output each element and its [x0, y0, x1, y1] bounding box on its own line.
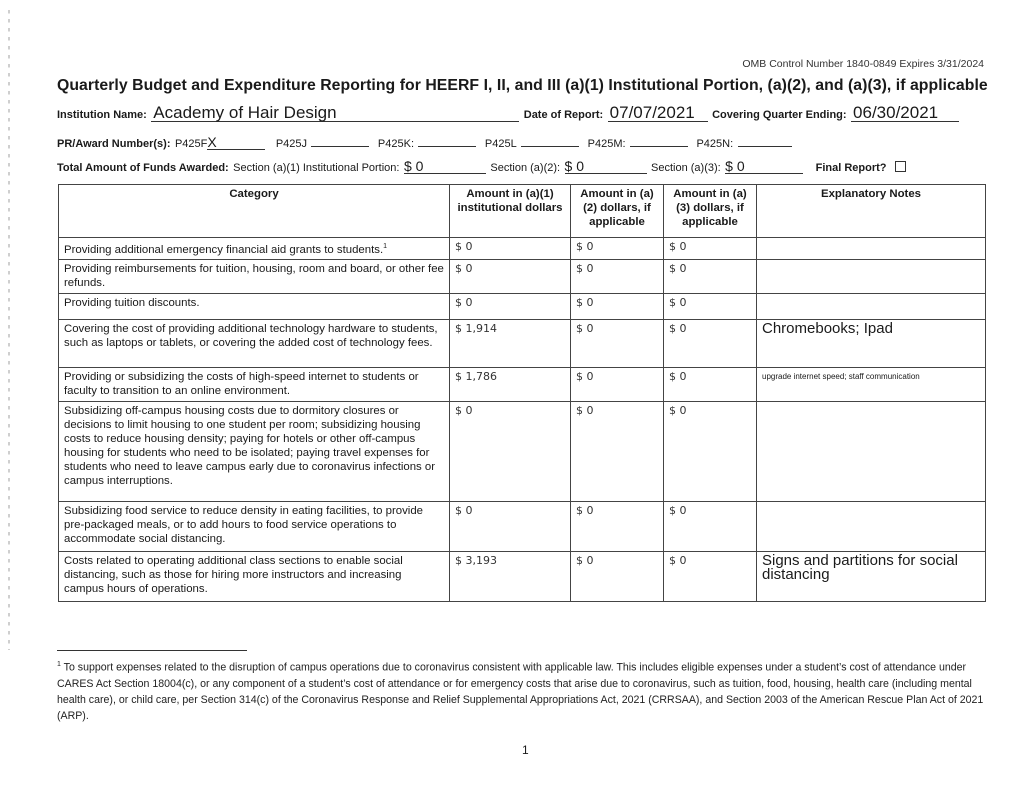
- amount-a1-cell[interactable]: $ 0: [450, 294, 571, 320]
- notes-cell[interactable]: Signs and partitions for social distancing: [757, 552, 986, 602]
- award-numbers-label: PR/Award Number(s):: [57, 138, 171, 150]
- date-of-report-field[interactable]: 07/07/2021: [608, 104, 708, 122]
- date-of-report-label: Date of Report:: [523, 109, 604, 121]
- notes-cell[interactable]: [757, 294, 986, 320]
- amount-a3-cell[interactable]: $ 0: [664, 238, 757, 260]
- notes-cell[interactable]: [757, 260, 986, 294]
- covering-quarter-label: Covering Quarter Ending:: [712, 109, 847, 121]
- amount-a3-cell[interactable]: $ 0: [664, 402, 757, 502]
- header-explanatory-notes: Explanatory Notes: [757, 185, 986, 238]
- award-code-p425l: P425L: [484, 138, 517, 150]
- expenditure-table: [58, 184, 986, 602]
- footnote: [57, 657, 987, 724]
- amount-a3-cell[interactable]: $ 0: [664, 368, 757, 402]
- section-a2-field[interactable]: $ 0: [565, 159, 647, 174]
- amount-a1-cell[interactable]: $ 0: [450, 502, 571, 552]
- notes-cell[interactable]: [757, 238, 986, 260]
- table-header-row: [59, 185, 986, 238]
- section-a3-field[interactable]: $ 0: [725, 159, 803, 174]
- section-a2-label: Section (a)(2):: [490, 162, 561, 174]
- page-number: 1: [522, 743, 529, 757]
- award-code-p425f: P425F: [174, 138, 208, 150]
- table-row: [59, 294, 986, 320]
- header-amount-a1: Amount in (a)(1) institutional dollars: [450, 185, 571, 238]
- final-report-label: Final Report?: [815, 162, 887, 174]
- award-field-p425l[interactable]: [521, 146, 579, 147]
- section-a1-label: Section (a)(1) Institutional Portion:: [233, 162, 400, 174]
- award-code-p425j: P425J: [275, 138, 308, 150]
- table-row: [59, 552, 986, 602]
- header-amount-a2: Amount in (a)(2) dollars, if applicable: [571, 185, 664, 238]
- notes-cell[interactable]: [757, 502, 986, 552]
- amount-a2-cell[interactable]: $ 0: [571, 502, 664, 552]
- section-a1-field[interactable]: $ 0: [404, 159, 486, 174]
- amount-a2-cell[interactable]: $ 0: [571, 260, 664, 294]
- final-report-checkbox[interactable]: [895, 161, 906, 172]
- amount-a3-cell[interactable]: $ 0: [664, 260, 757, 294]
- footnote-marker: 1: [57, 661, 61, 668]
- award-field-p425m[interactable]: [630, 146, 688, 147]
- category-cell: Providing additional emergency financial aid grants to students.$^1$: [59, 238, 450, 260]
- amount-a1-cell[interactable]: $ 0: [450, 238, 571, 260]
- award-code-p425k: P425K:: [377, 138, 415, 150]
- amount-a3-cell[interactable]: $ 0: [664, 502, 757, 552]
- amount-a1-cell[interactable]: $ 0: [450, 260, 571, 294]
- award-field-p425k[interactable]: [418, 146, 476, 147]
- scan-margin-artifact: [8, 10, 10, 650]
- amount-a3-cell[interactable]: $ 0: [664, 320, 757, 368]
- award-field-p425n[interactable]: [738, 146, 792, 147]
- amount-a2-cell[interactable]: $ 0: [571, 552, 664, 602]
- category-cell: Costs related to operating additional class sections to enable social distancing, such as those for hiring more instructors and increasing campus hours of operations.: [59, 552, 450, 602]
- table-row: [59, 502, 986, 552]
- section-a3-label: Section (a)(3):: [651, 162, 721, 174]
- award-numbers-line: [57, 134, 792, 152]
- table-row: [59, 260, 986, 294]
- category-cell: Subsidizing off-campus housing costs due to dormitory closures or decisions to limit housing to one student per room; subsidizing housing costs to reduce housing density; paying for hotels or other off-campus housing for students who need to be isolated; paying travel expenses for students who need to leave campus early due to coronavirus infections or campus interruptions.: [59, 402, 450, 502]
- amount-a3-cell[interactable]: $ 0: [664, 552, 757, 602]
- award-field-p425j[interactable]: [311, 146, 369, 147]
- table-row: [59, 368, 986, 402]
- notes-cell[interactable]: upgrade internet speed; staff communication: [757, 368, 986, 402]
- header-amount-a3: Amount in (a)(3) dollars, if applicable: [664, 185, 757, 238]
- footnote-marker: 1: [383, 243, 388, 250]
- category-cell: Covering the cost of providing additional technology hardware to students, such as laptops or tablets, or covering the added cost of technology fees.: [59, 320, 450, 368]
- institution-name-field[interactable]: Academy of Hair Design: [151, 104, 519, 122]
- total-funds-label: Total Amount of Funds Awarded:: [57, 162, 229, 174]
- amount-a1-cell[interactable]: $ 1,786: [450, 368, 571, 402]
- total-funds-line: [57, 158, 906, 176]
- amount-a1-cell[interactable]: $ 1,914: [450, 320, 571, 368]
- amount-a2-cell[interactable]: $ 0: [571, 238, 664, 260]
- amount-a2-cell[interactable]: $ 0: [571, 368, 664, 402]
- category-cell: Providing or subsidizing the costs of high-speed internet to students or faculty to transition to an online environment.: [59, 368, 450, 402]
- omb-control-number: OMB Control Number 1840-0849 Expires 3/31/2024: [742, 58, 984, 70]
- header-category: Category: [59, 185, 450, 238]
- award-code-p425m: P425M:: [587, 138, 626, 150]
- table-row: [59, 238, 986, 260]
- table-row: [59, 402, 986, 502]
- notes-cell[interactable]: Chromebooks; Ipad: [757, 320, 986, 368]
- notes-cell[interactable]: [757, 402, 986, 502]
- amount-a2-cell[interactable]: $ 0: [571, 402, 664, 502]
- amount-a3-cell[interactable]: $ 0: [664, 294, 757, 320]
- amount-a2-cell[interactable]: $ 0: [571, 320, 664, 368]
- institution-label: Institution Name:: [57, 109, 147, 121]
- covering-quarter-field[interactable]: 06/30/2021: [851, 104, 959, 122]
- institution-date-line: [57, 104, 959, 123]
- category-cell: Subsidizing food service to reduce density in eating facilities, to provide pre-packaged meals, or to add hours to food service operations to accommodate social distancing.: [59, 502, 450, 552]
- category-cell: Providing tuition discounts.: [59, 294, 450, 320]
- award-field-p425f[interactable]: X: [207, 135, 265, 150]
- amount-a2-cell[interactable]: $ 0: [571, 294, 664, 320]
- footnote-divider: [57, 650, 247, 651]
- table-row: [59, 320, 986, 368]
- page-title: Quarterly Budget and Expenditure Reporting for HEERF I, II, and III (a)(1) Institutional Portion, (a)(2), and (a)(3), if applicable: [57, 77, 988, 94]
- amount-a1-cell[interactable]: $ 3,193: [450, 552, 571, 602]
- amount-a1-cell[interactable]: $ 0: [450, 402, 571, 502]
- footnote-text: To support expenses related to the disruption of campus operations due to coronavirus consistent with applicable law. This includes eligible expenses under a student’s cost of attendance under CARES Act Section 18004(c), or any component of a student’s cost of attendance or for emergency costs that arise due to coronavirus, such as tuition, food, housing, health care (including mental health care), or child care, per Section 314(c) of the Coronavirus Response and Relief Supplemental Appropriations Act, 2021 (CRRSAA), and Section 2003 of the American Rescue Plan Act of 2021 (ARP).: [57, 661, 984, 722]
- category-cell: Providing reimbursements for tuition, housing, room and board, or other fee refunds.: [59, 260, 450, 294]
- award-code-p425n: P425N:: [696, 138, 734, 150]
